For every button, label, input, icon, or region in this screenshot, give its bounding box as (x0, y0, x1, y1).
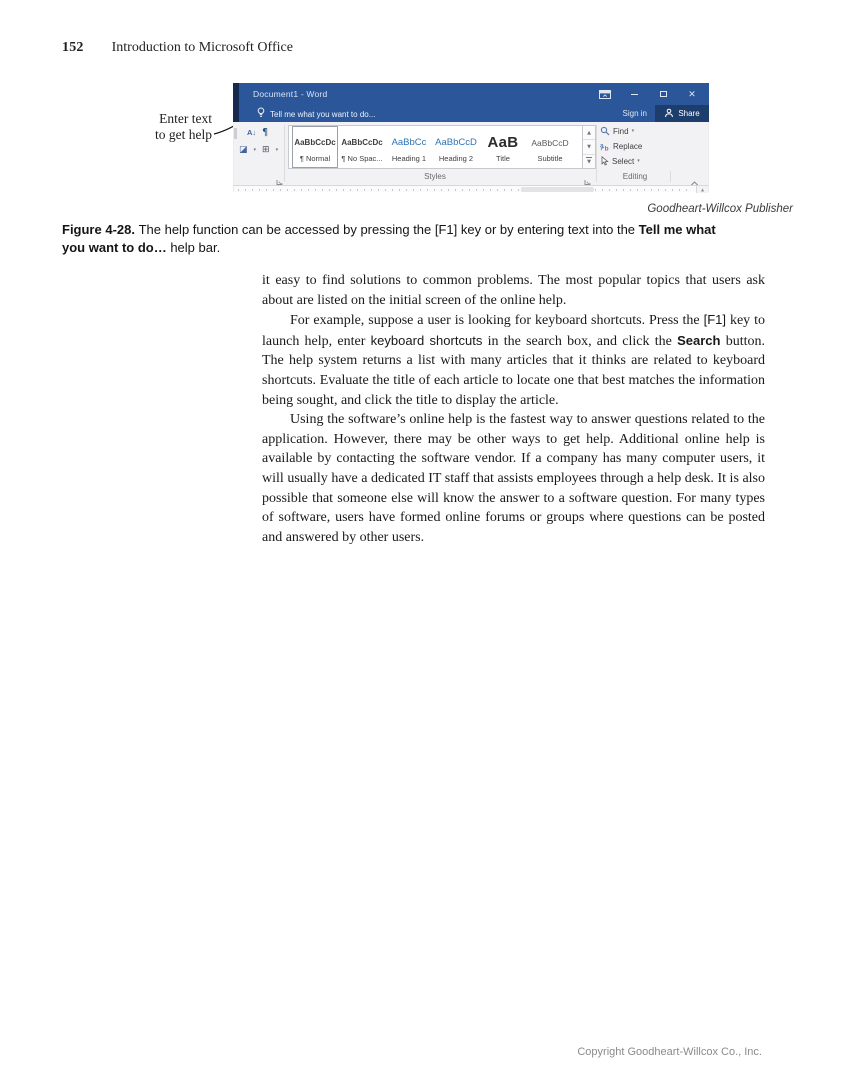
annotation-line-1: Enter text (159, 111, 212, 126)
annotation-callout (108, 111, 212, 142)
text-segment: it easy to find solutions to common problems. The most popular topics that users ask about are listed on the initial screen of the online help. (262, 273, 765, 308)
style-sample: AaBbCcD (435, 137, 477, 148)
style-gallery-item[interactable] (527, 126, 573, 168)
editing-item-label: Replace (613, 142, 643, 151)
style-sample: AaBbCc (391, 137, 427, 148)
lightbulb-icon (257, 107, 265, 121)
style-label: ¶ Normal (299, 154, 331, 163)
dropdown-caret-icon: ▾ (631, 128, 635, 134)
body-paragraph (262, 310, 765, 410)
text-segment: [F1] (703, 312, 727, 328)
figure-caption (62, 221, 738, 256)
style-label: Title (496, 154, 510, 163)
style-gallery-item[interactable] (386, 126, 432, 168)
annotation-line-2: to get help (155, 126, 212, 142)
editing-item-label: Select (612, 157, 635, 166)
style-sample: AaBbCcDc (341, 138, 383, 147)
ribbon (233, 122, 709, 185)
text-segment: help bar. (166, 239, 221, 255)
tell-me-text: Tell me what you want to do... (270, 109, 376, 119)
ruler-ticks (238, 189, 690, 191)
group-separator (670, 171, 671, 182)
replace-button[interactable] (600, 139, 672, 154)
pilcrow-icon[interactable]: ¶ (262, 127, 269, 138)
style-sample: AaBbCcDc (294, 138, 336, 147)
tell-me-box[interactable] (257, 107, 375, 121)
figure-credit: Goodheart-Willcox Publisher (647, 203, 793, 215)
style-gallery-item[interactable] (292, 126, 338, 168)
group-labels-row (234, 170, 708, 184)
window-edge-sliver (233, 83, 239, 122)
style-label: Subtitle (537, 154, 563, 163)
editing-group (600, 124, 672, 169)
ribbon-tab-row (233, 105, 709, 122)
word-window-screenshot (233, 83, 709, 192)
styles-group-label: Styles (424, 172, 446, 181)
body-paragraph (262, 410, 765, 547)
share-button[interactable] (655, 105, 709, 122)
text-segment: button. The help system returns a list with many articles that it thinks are related to keyboard shortcuts. Evaluate the title of each article to locate one that best matches the information being sought, and click the title to display the article. (262, 333, 766, 408)
window-controls (598, 83, 699, 105)
gallery-scroll-up-icon[interactable]: ▲ (583, 126, 595, 140)
style-label: Heading 2 (438, 154, 474, 163)
chapter-title: Introduction to Microsoft Office (111, 40, 293, 55)
style-label: ¶ No Spac... (341, 154, 383, 163)
page-number: 152 (62, 40, 84, 55)
text-segment: keyboard shortcuts (370, 332, 483, 348)
gallery-scrollbar (582, 126, 595, 168)
editing-item-label: Find (613, 127, 629, 136)
paragraph-tools-cluster (234, 122, 284, 170)
copyright-footer: Copyright Goodheart-Willcox Co., Inc. (577, 1046, 762, 1058)
text-segment: For example, suppose a user is looking for keyboard shortcuts. Press the (290, 313, 704, 329)
share-label: Share (678, 109, 700, 118)
title-bar (233, 83, 709, 105)
style-sample: AaBbCcD (531, 138, 569, 148)
scrollbar-up-icon[interactable]: ▲ (696, 186, 708, 193)
sign-in-button[interactable]: Sign in (622, 109, 647, 118)
borders-icon[interactable]: ⊞ (262, 145, 270, 155)
text-segment: in the search box, and click the (482, 333, 678, 349)
minimize-icon[interactable] (627, 87, 641, 101)
select-button[interactable] (600, 154, 672, 169)
person-icon (664, 108, 674, 120)
find-icon (600, 126, 610, 138)
body-paragraph (262, 271, 765, 310)
editing-group-label: Editing (622, 172, 648, 181)
style-gallery-item[interactable] (480, 126, 526, 168)
shading-caret-icon[interactable]: ▾ (253, 147, 257, 153)
running-head (62, 40, 293, 56)
sort-icon[interactable]: A↓ (247, 128, 257, 137)
find-button[interactable] (600, 124, 672, 139)
body-text-column (262, 271, 765, 547)
text-segment: Search (677, 332, 721, 348)
shading-icon[interactable]: ◪ (239, 145, 248, 155)
cropped-icon (234, 128, 237, 139)
restore-icon[interactable] (656, 87, 670, 101)
ruler-margin-bar (521, 187, 594, 192)
style-gallery-item[interactable] (339, 126, 385, 168)
text-segment: key to launch help, enter (262, 313, 766, 349)
text-segment: Using the software’s online help is the fastest way to answer questions related to the application. However, there may be other ways to get help. Additional online help is available by contacting the software vendor. If a company has many computer users, it will usually have a dedicated IT staff that assists employees through a help desk. It is also possible that someone else will know the answer to a software question. For many types of software, users have formed online forums or groups where questions can be posted and answered by other users. (262, 412, 765, 545)
borders-caret-icon[interactable]: ▾ (275, 147, 279, 153)
style-gallery-item[interactable] (433, 126, 479, 168)
style-sample: AaB (487, 134, 519, 151)
text-segment: Tell me what you want to do… (62, 222, 716, 255)
gallery-scroll-down-icon[interactable]: ▼ (583, 140, 595, 154)
ribbon-display-options-icon[interactable] (598, 87, 612, 101)
ruler-strip (233, 185, 709, 192)
replace-icon (600, 141, 610, 153)
styles-gallery (288, 125, 596, 169)
gallery-more-icon[interactable]: ▼ (583, 155, 595, 168)
svg-text:a: a (600, 142, 604, 149)
style-label: Heading 1 (391, 154, 427, 163)
svg-text:b: b (604, 145, 609, 151)
window-title: Document1 - Word (253, 89, 328, 99)
close-icon[interactable]: ✕ (688, 88, 696, 99)
select-icon (600, 156, 609, 168)
text-segment: The help function can be accessed by pressing the [F1] key or by entering text into the (138, 222, 639, 237)
dropdown-caret-icon: ▾ (637, 158, 640, 164)
text-segment: Figure 4-28. (62, 222, 139, 237)
